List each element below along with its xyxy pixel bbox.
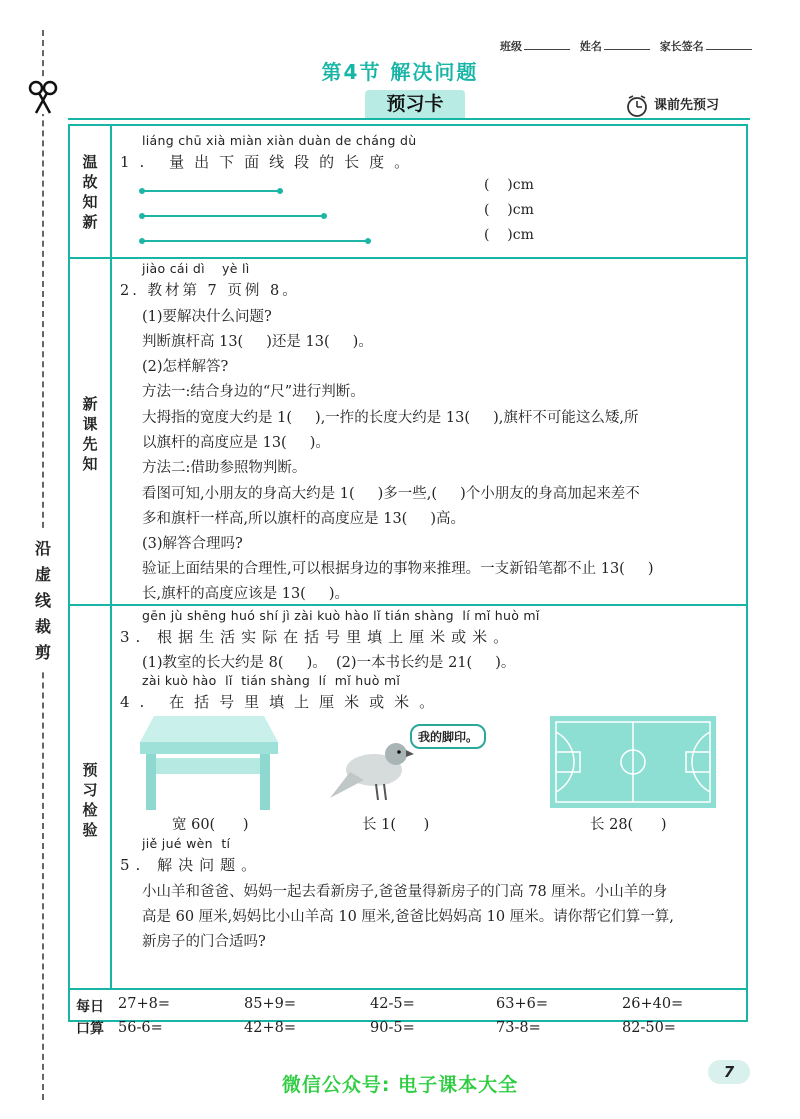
segment-2 xyxy=(142,215,324,217)
calc-2-3: 90-5= xyxy=(370,1020,415,1036)
q5-pinyin: jiě jué wèn tí xyxy=(142,836,231,851)
calc-2-2: 42+8= xyxy=(244,1020,296,1036)
q2-line-4: 方法一:结合身边的“尺”进行判断。 xyxy=(142,384,365,400)
q2-line-7: 方法二:借助参照物判断。 xyxy=(142,460,307,476)
q2-line-6: 以旗杆的高度应是 13( )。 xyxy=(142,435,330,451)
court-illustration xyxy=(550,716,716,808)
cut-label: 沿虚线裁剪 xyxy=(33,530,53,672)
name-blank[interactable] xyxy=(604,49,650,50)
calc-1-1: 27+8= xyxy=(118,996,170,1012)
calc-1-5: 26+40= xyxy=(622,996,684,1012)
q2-line-1: (1)要解决什么问题? xyxy=(142,309,272,325)
side-label-preview-check xyxy=(70,760,110,840)
card-title: 预习卡 xyxy=(365,90,465,118)
q5-line-1: 小山羊和爸爸、妈妈一起去看新房子,爸爸量得新房子的门高 78 厘米。小山羊的身 xyxy=(142,884,668,900)
q4-label-court: 长 28( ) xyxy=(590,817,667,833)
q2-line-8: 看图可知,小朋友的身高大约是 1( )多一些,( )个小朋友的身高加起来差不 xyxy=(142,486,640,502)
calc-2-4: 73-8= xyxy=(496,1020,541,1036)
side-review-text: 温故知新 xyxy=(82,153,98,231)
class-label: 班级 xyxy=(500,40,522,53)
scissors-icon xyxy=(26,80,60,114)
q1-answer-1[interactable]: ( )cm xyxy=(484,177,534,193)
q2-line-2: 判断旗杆高 13( )还是 13( )。 xyxy=(142,334,373,350)
calc-2-5: 82-50= xyxy=(622,1020,676,1036)
q3-items: (1)教室的长大约是 8( )。 (2)一本书长约是 21( )。 xyxy=(142,655,516,671)
q2-line-3: (2)怎样解答? xyxy=(142,359,229,375)
q1-pinyin: liáng chū xià miàn xiàn duàn de cháng dù xyxy=(142,133,417,148)
q5-line-3: 新房子的门合适吗? xyxy=(142,934,266,950)
bird-illustration xyxy=(330,728,414,802)
row-divider-3 xyxy=(68,988,748,990)
q1-text: 1. 量出下面线段的长度。 xyxy=(120,153,420,171)
preview-tag xyxy=(624,94,719,117)
q4-label-table: 宽 60( ) xyxy=(172,817,249,833)
calc-1-3: 42-5= xyxy=(370,996,415,1012)
q1-answer-3[interactable]: ( )cm xyxy=(484,227,534,243)
side-label-new-lesson xyxy=(70,394,110,474)
clock-icon xyxy=(624,95,650,117)
side-daily-calc-2: 口算 xyxy=(76,1021,104,1037)
q4-pinyin: zài kuò hào lǐ tián shàng lí mǐ huò mǐ xyxy=(142,673,401,688)
calc-1-2: 85+9= xyxy=(244,996,296,1012)
q4-label-bird: 长 1( ) xyxy=(362,817,430,833)
q3-text: 3. 根据生活实际在括号里填上厘米或米。 xyxy=(120,628,515,646)
section-title: 第4节 解决问题 xyxy=(321,60,479,84)
q2-title: 2. 教材第 7 页例 8。 xyxy=(120,283,300,299)
title-underline xyxy=(68,118,750,120)
calc-2-1: 56-6= xyxy=(118,1020,163,1036)
calc-1-4: 63+6= xyxy=(496,996,548,1012)
row-divider-1 xyxy=(68,257,748,259)
class-blank[interactable] xyxy=(524,49,570,50)
name-label: 姓名 xyxy=(579,40,602,53)
side-column-divider xyxy=(110,124,112,988)
parent-sign-label: 家长签名 xyxy=(659,40,704,53)
parent-sign-blank[interactable] xyxy=(706,49,752,50)
side-preview-check-text: 预习检验 xyxy=(82,761,98,839)
q2-line-12: 长,旗杆的高度应该是 13( )。 xyxy=(142,586,350,602)
segment-3 xyxy=(142,240,368,242)
q1-answer-2[interactable]: ( )cm xyxy=(484,202,534,218)
q5-text: 5. 解决问题。 xyxy=(120,856,263,874)
q2-line-10: (3)解答合理吗? xyxy=(142,536,243,552)
q4-text: 4. 在括号里填上厘米或米。 xyxy=(120,693,445,711)
preview-tag-text: 课前先预习 xyxy=(654,98,720,113)
side-daily-calc-1: 每日 xyxy=(76,999,104,1015)
q2-line-11: 验证上面结果的合理性,可以根据身边的事物来推理。一支新铅笔都不止 13( ) xyxy=(142,561,654,577)
page-number: 7 xyxy=(708,1060,750,1084)
side-new-lesson-text: 新课先知 xyxy=(82,395,98,473)
student-info-fields xyxy=(500,38,758,54)
footer-brand: 微信公众号: 电子课本大全 xyxy=(281,1074,519,1096)
speech-bubble: 我的脚印。 xyxy=(410,724,486,749)
q2-line-5: 大拇指的宽度大约是 1( ),一拃的长度大约是 13( ),旗杆不可能这么矮,所 xyxy=(142,410,639,426)
segment-1 xyxy=(142,190,280,192)
side-label-daily-calc xyxy=(70,996,110,1040)
row-divider-2 xyxy=(68,604,748,606)
side-label-review xyxy=(70,152,110,232)
table-illustration xyxy=(138,716,280,812)
q5-line-2: 高是 60 厘米,妈妈比小山羊高 10 厘米,爸爸比妈妈高 10 厘米。请你帮它们算一算, xyxy=(142,909,674,925)
q2-line-9: 多和旗杆一样高,所以旗杆的高度应是 13( )高。 xyxy=(142,511,466,527)
q2-pinyin: jiào cái dì yè lì xyxy=(142,261,250,276)
q3-pinyin: gēn jù shēng huó shí jì zài kuò hào lǐ tián shàng lí mǐ huò mǐ xyxy=(142,608,540,623)
